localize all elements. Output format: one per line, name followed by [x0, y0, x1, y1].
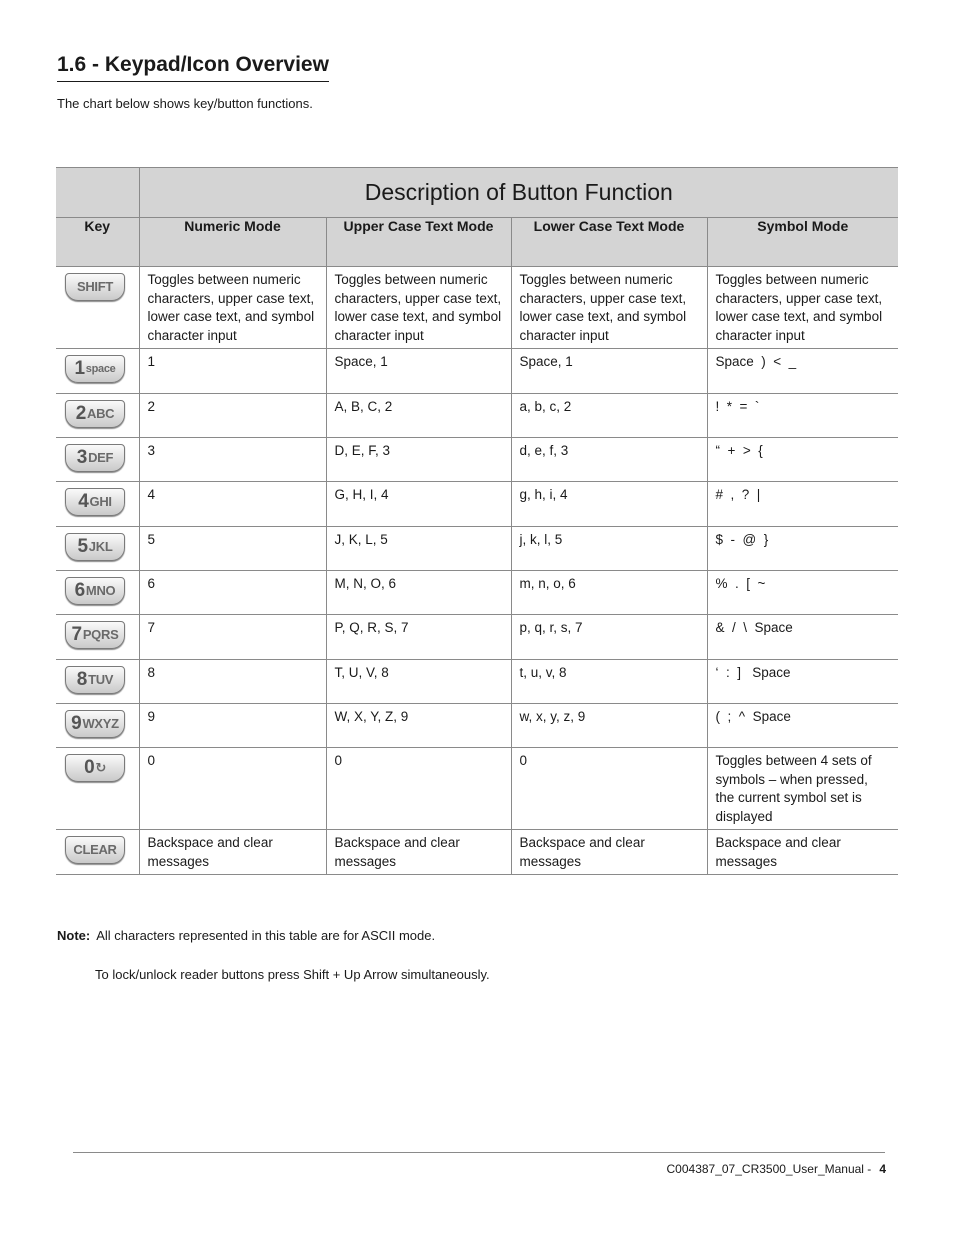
keypad-key-icon: [65, 666, 125, 694]
keypad-key-icon: [65, 577, 125, 605]
keypad-key-icon: [65, 836, 125, 864]
keypad-key-icon: [65, 533, 125, 561]
function-cell: 0: [326, 748, 511, 830]
function-cell: Toggles between 4 sets of symbols – when pressed, the current symbol set is displayed: [707, 748, 898, 830]
table-row: [56, 349, 898, 394]
key-cell: [56, 482, 139, 527]
table-row: [56, 748, 898, 830]
key-letters: JKL: [88, 538, 113, 554]
key-number: 8: [76, 668, 88, 690]
function-cell: 3: [139, 438, 326, 482]
table-row: [56, 830, 898, 875]
column-header-row: [56, 218, 898, 267]
header-blank-cell: [56, 168, 139, 218]
page-footer: [667, 1162, 887, 1176]
function-cell: 0: [139, 748, 326, 830]
key-number: 0: [84, 756, 95, 778]
key-letters: CLEAR: [73, 841, 117, 857]
keypad-key-icon: [65, 273, 125, 301]
page-title: 1.6 - Keypad/Icon Overview: [57, 52, 329, 82]
table-row: [56, 438, 898, 482]
function-cell: A, B, C, 2: [326, 394, 511, 438]
function-cell: Toggles between numeric characters, upper case text, lower case text, and symbol character input: [326, 267, 511, 349]
key-letters: ABC: [87, 405, 115, 421]
keypad-key-icon: [65, 400, 125, 428]
function-cell: P, Q, R, S, 7: [326, 615, 511, 660]
keypad-key-icon: [65, 355, 125, 383]
key-cell: [56, 704, 139, 748]
key-letters: PQRS: [82, 626, 119, 642]
function-cell: 2: [139, 394, 326, 438]
key-cell: [56, 349, 139, 394]
function-cell: 1: [139, 349, 326, 394]
key-cell: [56, 660, 139, 704]
table-row: [56, 267, 898, 349]
key-cell: [56, 615, 139, 660]
function-cell: w, x, y, z, 9: [511, 704, 707, 748]
key-number: 9: [71, 712, 82, 734]
note: [57, 928, 435, 943]
function-cell: # , ? |: [707, 482, 898, 527]
key-letters: WXYZ: [82, 715, 119, 731]
table-row: [56, 482, 898, 527]
key-number: 4: [78, 490, 89, 512]
lock-note: To lock/unlock reader buttons press Shift + Up Arrow simultaneously.: [95, 967, 490, 982]
keypad-key-icon: [65, 621, 125, 649]
note-label: Note:: [57, 928, 91, 943]
function-cell: Toggles between numeric characters, upper case text, lower case text, and symbol character input: [139, 267, 326, 349]
function-cell: 5: [139, 527, 326, 571]
function-cell: Space ) < _: [707, 349, 898, 394]
table-row: [56, 615, 898, 660]
function-cell: M, N, O, 6: [326, 571, 511, 615]
key-cell: [56, 527, 139, 571]
function-cell: 0: [511, 748, 707, 830]
function-cell: Toggles between numeric characters, upper case text, lower case text, and symbol character input: [511, 267, 707, 349]
function-cell: J, K, L, 5: [326, 527, 511, 571]
key-number: 1: [74, 357, 85, 379]
key-cell: [56, 748, 139, 830]
function-cell: 4: [139, 482, 326, 527]
footer-doc-id: C004387_07_CR3500_User_Manual -: [666, 1162, 872, 1176]
key-cell: [56, 267, 139, 349]
function-cell: Space, 1: [326, 349, 511, 394]
function-cell: Backspace and clear messages: [139, 830, 326, 875]
table-row: [56, 527, 898, 571]
function-cell: $ - @ }: [707, 527, 898, 571]
table-row: [56, 660, 898, 704]
keypad-key-icon: [65, 488, 125, 516]
function-cell: m, n, o, 6: [511, 571, 707, 615]
key-letters: MNO: [85, 582, 116, 598]
function-cell: d, e, f, 3: [511, 438, 707, 482]
key-number: 2: [75, 402, 86, 424]
function-cell: ‘ : ] Space: [707, 660, 898, 704]
function-cell: a, b, c, 2: [511, 394, 707, 438]
key-letters: SHIFT: [76, 278, 114, 294]
function-cell: Backspace and clear messages: [326, 830, 511, 875]
column-header: Lower Case Text Mode: [511, 218, 707, 267]
keypad-key-icon: [65, 710, 125, 738]
function-cell: Toggles between numeric characters, upper case text, lower case text, and symbol character input: [707, 267, 898, 349]
table-row: [56, 394, 898, 438]
table-row: [56, 704, 898, 748]
key-number: 3: [76, 446, 88, 468]
key-cell: [56, 438, 139, 482]
column-header: Key: [56, 218, 139, 267]
function-cell: 7: [139, 615, 326, 660]
key-letters: DEF: [88, 449, 114, 465]
function-cell: j, k, l, 5: [511, 527, 707, 571]
intro-text: The chart below shows key/button functions.: [57, 96, 313, 111]
function-cell: Backspace and clear messages: [511, 830, 707, 875]
function-cell: 6: [139, 571, 326, 615]
function-cell: Backspace and clear messages: [707, 830, 898, 875]
key-letters: ↻: [95, 759, 106, 775]
key-cell: [56, 571, 139, 615]
function-cell: G, H, I, 4: [326, 482, 511, 527]
function-cell: W, X, Y, Z, 9: [326, 704, 511, 748]
table-row: [56, 571, 898, 615]
function-cell: & / \ Space: [707, 615, 898, 660]
key-number: 7: [71, 623, 82, 645]
note-text: All characters represented in this table are for ASCII mode.: [96, 928, 436, 943]
function-cell: Space, 1: [511, 349, 707, 394]
column-header: Numeric Mode: [139, 218, 326, 267]
keypad-key-icon: [65, 754, 125, 782]
key-number: 6: [74, 579, 85, 601]
page-number: 4: [879, 1162, 886, 1176]
function-cell: D, E, F, 3: [326, 438, 511, 482]
keypad-key-icon: [65, 444, 125, 472]
key-function-table: [56, 167, 898, 875]
footer-rule: [73, 1152, 885, 1153]
key-letters: TUV: [88, 671, 114, 687]
function-cell: 8: [139, 660, 326, 704]
column-header: Symbol Mode: [707, 218, 898, 267]
column-header: Upper Case Text Mode: [326, 218, 511, 267]
function-cell: ( ; ^ Space: [707, 704, 898, 748]
function-cell: “ + > {: [707, 438, 898, 482]
key-cell: [56, 394, 139, 438]
function-cell: t, u, v, 8: [511, 660, 707, 704]
function-cell: 9: [139, 704, 326, 748]
function-cell: % . [ ~: [707, 571, 898, 615]
function-cell: T, U, V, 8: [326, 660, 511, 704]
key-letters: space: [85, 362, 116, 375]
key-number: 5: [77, 535, 88, 557]
super-header: Description of Button Function: [139, 168, 898, 218]
key-cell: [56, 830, 139, 875]
function-cell: g, h, i, 4: [511, 482, 707, 527]
key-letters: GHI: [89, 493, 112, 509]
function-cell: ! * = `: [707, 394, 898, 438]
super-header-row: [56, 168, 898, 218]
function-cell: p, q, r, s, 7: [511, 615, 707, 660]
